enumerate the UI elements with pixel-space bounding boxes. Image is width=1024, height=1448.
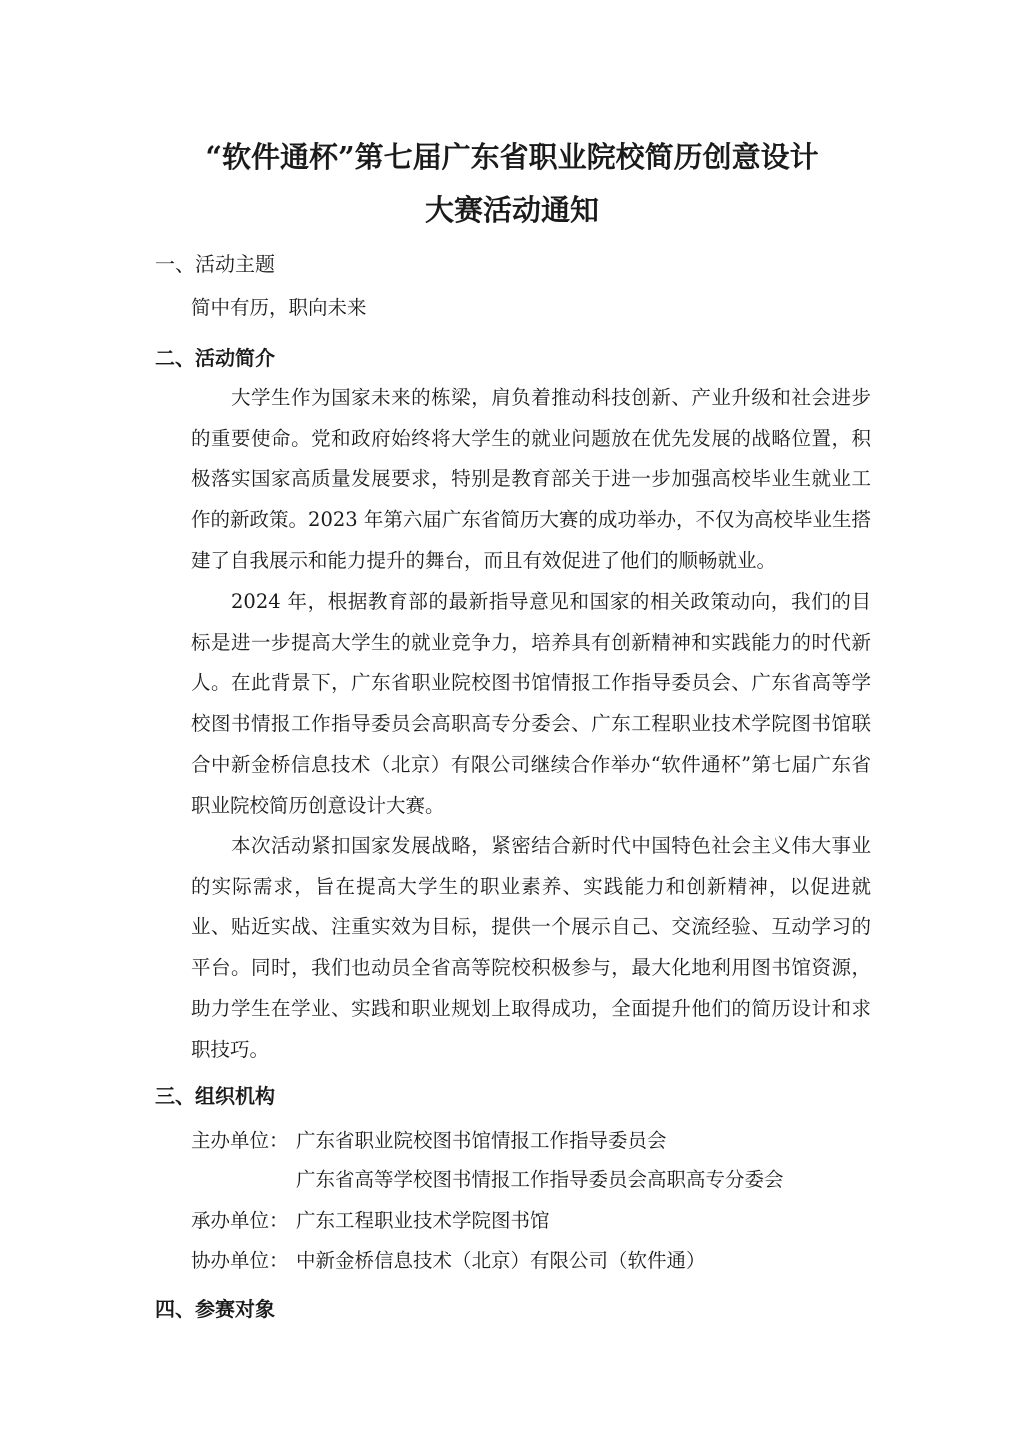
- organizer: 广东工程职业技术学院图书馆: [296, 1209, 550, 1232]
- host-2: 广东省高等学校图书情报工作指导委员会高职高专分委会: [296, 1168, 784, 1191]
- document-title-line1: “软件通杯”第七届广东省职业院校简历创意设计: [205, 140, 819, 174]
- host-1: 广东省职业院校图书馆情报工作指导委员会: [296, 1129, 667, 1152]
- intro-paragraph-2: 2024 年，根据教育部的最新指导意见和国家的相关政策动向，我们的目标是进一步提高大学生的就业竞争力，培养具有创新精神和实践能力的时代新人。在此背景下，广东省职业院校图书馆情报工作指导委员会、广东省高等学校图书情报工作指导委员会高职高专分委会、广东工程职业技术学院图书馆联合中新金桥信息技术（北京）有限公司继续合作举办“软件通杯”第七届广东省职业院校简历创意设计大赛。: [191, 590, 871, 817]
- document-title-line2: 大赛活动通知: [424, 193, 599, 227]
- section-heading-theme: 一、活动主题: [155, 252, 275, 276]
- intro-paragraph-1: 大学生作为国家未来的栋梁，肩负着推动科技创新、产业升级和社会进步的重要使命。党和政府始终将大学生的就业问题放在优先发展的战略位置，积极落实国家高质量发展要求，特别是教育部关于进一步加强高校毕业生就业工作的新政策。2023 年第六届广东省简历大赛的成功举办，不仅为高校毕业生搭建了自我展示和能力提升的舞台，而且有效促进了他们的顺畅就业。: [191, 386, 871, 572]
- theme-text: 简中有历，职向未来: [191, 296, 367, 319]
- co-organizer: 中新金桥信息技术（北京）有限公司（软件通）: [296, 1249, 706, 1272]
- section-heading-participants: 四、参赛对象: [155, 1297, 275, 1321]
- host-label: 主办单位：: [191, 1129, 289, 1152]
- organizer-label: 承办单位：: [191, 1209, 289, 1232]
- intro-paragraph-3: 本次活动紧扣国家发展战略，紧密结合新时代中国特色社会主义伟大事业的实际需求，旨在提高大学生的职业素养、实践能力和创新精神，以促进就业、贴近实战、注重实效为目标，提供一个展示自己、交流经验、互动学习的平台。同时，我们也动员全省高等院校积极参与，最大化地利用图书馆资源，助力学生在学业、实践和职业规划上取得成功，全面提升他们的简历设计和求职技巧。: [191, 834, 871, 1061]
- section-heading-intro: 二、活动简介: [155, 346, 275, 370]
- co-organizer-label: 协办单位：: [191, 1249, 289, 1272]
- section-heading-organization: 三、组织机构: [155, 1084, 275, 1108]
